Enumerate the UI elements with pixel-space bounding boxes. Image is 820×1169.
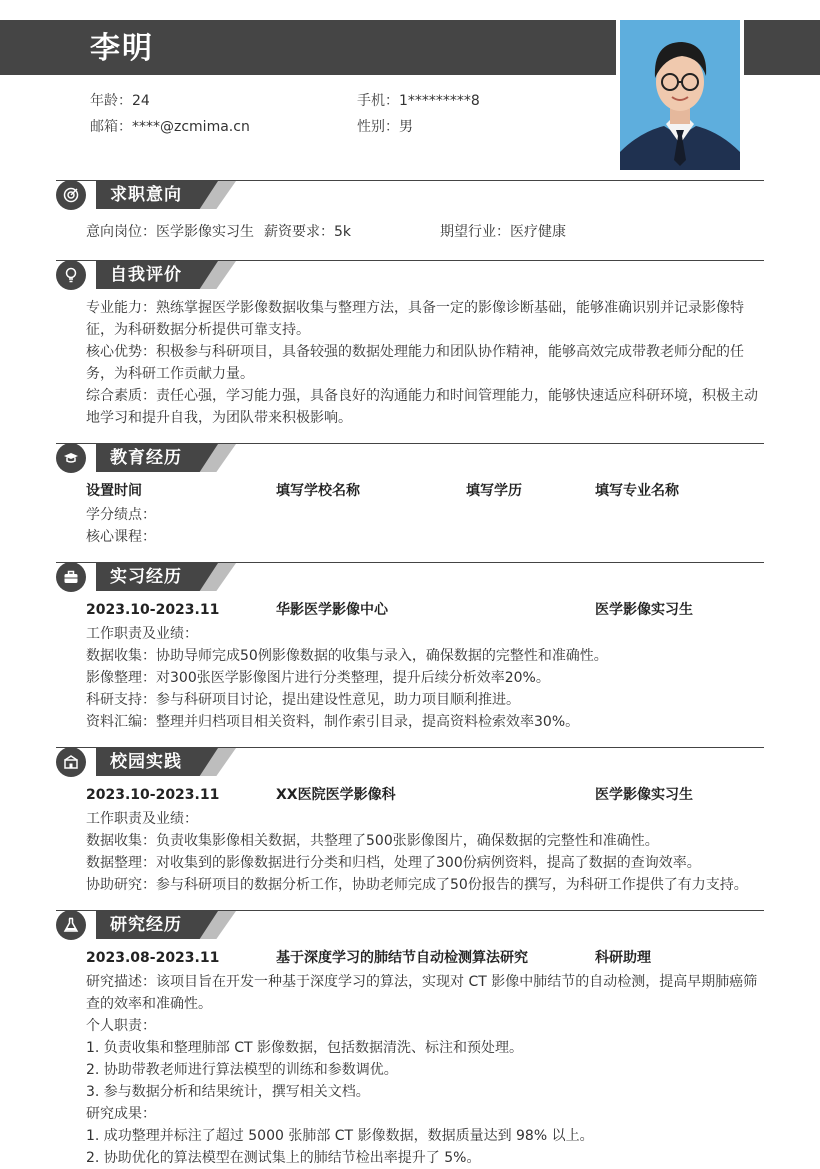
info-age: 年龄：24 [90, 93, 150, 109]
candidate-name: 李明 [90, 31, 154, 66]
self-eval-paragraph: 核心优势：积极参与科研项目，具备较强的数据处理能力和团队协作精神，能够高效完成带教老师分配的任务，为科研工作贡献力量。 [86, 344, 744, 382]
section-header-intent [0, 180, 820, 212]
internship-line: 工作职责及业绩： [86, 626, 198, 642]
education-courses: 核心课程： [86, 529, 156, 545]
education-major: 填写专业名称 [595, 483, 679, 499]
target-icon [56, 180, 86, 210]
self-eval-body [86, 297, 764, 429]
section-title: 研究经历 [110, 915, 182, 935]
section-title: 实习经历 [110, 567, 182, 587]
briefcase-icon [56, 562, 86, 592]
education-time: 设置时间 [86, 483, 142, 499]
avatar-portrait-icon [620, 20, 740, 170]
section-header-education [0, 443, 820, 475]
campus-role: 医学影像实习生 [595, 787, 693, 803]
research-project: 基于深度学习的肺结节自动检测算法研究 [276, 950, 528, 966]
section-title: 求职意向 [110, 185, 182, 205]
education-degree: 填写学历 [466, 483, 522, 499]
research-line: 3. 参与数据分析和结果统计，撰写相关文档。 [86, 1084, 370, 1100]
section-title: 校园实践 [110, 752, 182, 772]
graduation-cap-icon [56, 443, 86, 473]
internship-line: 影像整理：对300张医学影像图片进行分类整理，提升后续分析效率20%。 [86, 670, 550, 686]
building-icon [56, 747, 86, 777]
section-header-research [0, 910, 820, 942]
section-header-self-eval [0, 260, 820, 292]
internship-line: 数据收集：协助导师完成50例影像数据的收集与录入，确保数据的完整性和准确性。 [86, 648, 608, 664]
research-line: 1. 负责收集和整理肺部 CT 影像数据，包括数据清洗、标注和预处理。 [86, 1040, 524, 1056]
research-line: 1. 成功整理并标注了超过 5000 张肺部 CT 影像数据，数据质量达到 98% 以上。 [86, 1128, 594, 1144]
intent-salary: 薪资要求：5k [264, 224, 352, 240]
campus-org: XX医院医学影像科 [276, 787, 396, 803]
internship-line: 科研支持：参与科研项目讨论，提出建设性意见，助力项目顺利推进。 [86, 692, 520, 708]
intent-position: 意向岗位：医学影像实习生 [86, 224, 254, 240]
bulb-icon [56, 260, 86, 290]
section-title: 教育经历 [110, 448, 182, 468]
internship-details [86, 623, 764, 733]
campus-row [86, 784, 764, 806]
self-eval-paragraph: 综合素质：责任心强，学习能力强，具备良好的沟通能力和时间管理能力，能够快速适应科研环境，积极主动地学习和提升自我，为团队带来积极影响。 [86, 388, 758, 426]
research-time: 2023.08-2023.11 [86, 950, 220, 966]
campus-line: 数据整理：对收集到的影像数据进行分类和归档，处理了300份病例资料，提高了数据的查询效率。 [86, 855, 701, 871]
internship-time: 2023.10-2023.11 [86, 602, 220, 618]
info-gender: 性别：男 [357, 119, 413, 135]
research-line: 研究成果： [86, 1106, 156, 1122]
section-title: 自我评价 [110, 265, 182, 285]
research-line: 个人职责： [86, 1018, 156, 1034]
section-header-campus [0, 747, 820, 779]
flask-icon [56, 910, 86, 940]
intent-industry: 期望行业：医疗健康 [440, 224, 566, 240]
info-phone: 手机：1*********8 [357, 93, 480, 109]
research-line: 2. 协助带教老师进行算法模型的训练和参数调优。 [86, 1062, 398, 1078]
research-role: 科研助理 [595, 950, 651, 966]
intent-row [86, 221, 764, 243]
profile-photo [620, 20, 740, 170]
education-details [86, 504, 764, 548]
research-details [86, 971, 764, 1169]
campus-line: 数据收集：负责收集影像相关数据，共整理了500张影像图片，确保数据的完整性和准确性。 [86, 833, 659, 849]
section-header-internship [0, 562, 820, 594]
research-description: 研究描述：该项目旨在开发一种基于深度学习的算法，实现对 CT 影像中肺结节的自动检测，提高早期肺癌筛查的效率和准确性。 [86, 974, 758, 1012]
internship-org: 华影医学影像中心 [276, 602, 388, 618]
campus-time: 2023.10-2023.11 [86, 787, 220, 803]
campus-line: 工作职责及业绩： [86, 811, 198, 827]
research-line: 2. 协助优化的算法模型在测试集上的肺结节检出率提升了 5%。 [86, 1150, 481, 1166]
internship-row [86, 599, 764, 621]
campus-line: 协助研究：参与科研项目的数据分析工作，协助老师完成了50份报告的撰写，为科研工作提供了有力支持。 [86, 877, 748, 893]
self-eval-paragraph: 专业能力：熟练掌握医学影像数据收集与整理方法，具备一定的影像诊断基础，能够准确识别并记录影像特征，为科研数据分析提供可靠支持。 [86, 300, 744, 338]
education-row [86, 480, 764, 502]
header-bar-right [744, 20, 820, 75]
research-row [86, 947, 764, 969]
info-email: 邮箱：****@zcmima.cn [90, 119, 250, 135]
internship-role: 医学影像实习生 [595, 602, 693, 618]
education-school: 填写学校名称 [276, 483, 360, 499]
internship-line: 资料汇编：整理并归档项目相关资料，制作索引目录，提高资料检索效率30%。 [86, 714, 580, 730]
campus-details [86, 808, 764, 896]
education-gpa: 学分绩点： [86, 507, 156, 523]
